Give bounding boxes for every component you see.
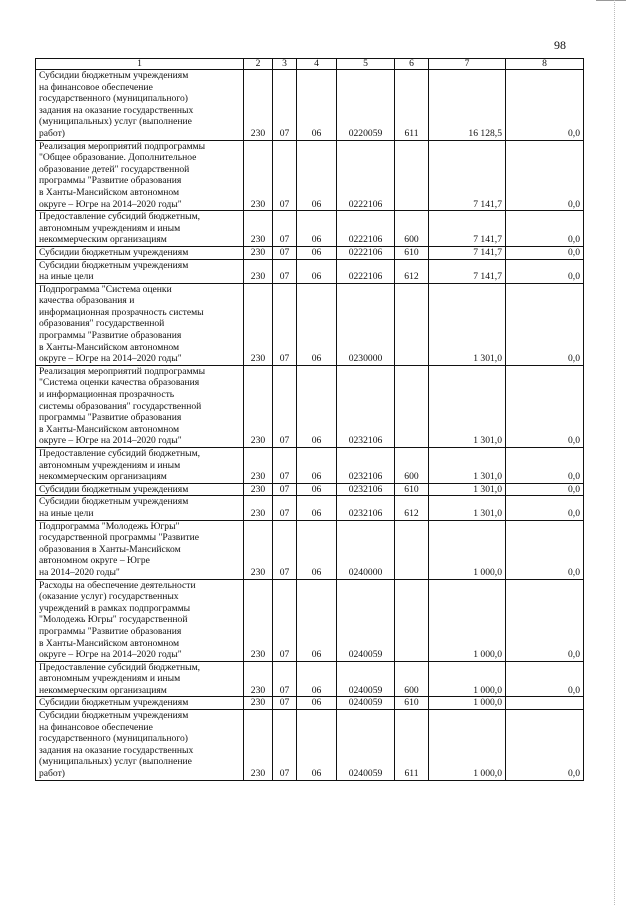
cell-section: 07 [273, 140, 297, 211]
cell-ministry: 230 [244, 283, 273, 365]
cell-subsection: 06 [297, 710, 337, 781]
scan-edge-mark [596, 0, 626, 1]
cell-expense-type: 612 [395, 496, 429, 520]
header-col-6: 6 [395, 59, 429, 70]
table-row [36, 140, 584, 211]
row-name [36, 496, 244, 520]
cell-amount: 1 000,0 [429, 520, 506, 579]
cell-ministry: 230 [244, 259, 273, 283]
row-name-text: Субсидии бюджетным учреждениям [39, 483, 189, 495]
row-name-text: Подпрограмма "Молодежь Югры" государственной программы "Развитие образования в Ханты-Мансийском автономном округе – Югре на 2014–2020 годы" [39, 520, 200, 578]
cell-ministry: 230 [244, 140, 273, 211]
cell-target-article: 0232106 [337, 496, 395, 520]
cell-amount-extra: 0,0 [506, 661, 584, 697]
cell-ministry: 230 [244, 365, 273, 447]
cell-amount-extra: 0,0 [506, 246, 584, 259]
table-row [36, 365, 584, 447]
cell-section: 07 [273, 710, 297, 781]
cell-amount: 1 301,0 [429, 496, 506, 520]
cell-amount-extra: 0,0 [506, 710, 584, 781]
table-row [36, 211, 584, 247]
cell-expense-type [395, 520, 429, 579]
page-number: 98 [554, 38, 566, 52]
cell-target-article: 0232106 [337, 483, 395, 496]
scan-edge-line [614, 0, 616, 905]
header-col-2: 2 [244, 59, 273, 70]
cell-ministry: 230 [244, 70, 273, 141]
cell-expense-type: 612 [395, 259, 429, 283]
cell-section: 07 [273, 661, 297, 697]
cell-ministry: 230 [244, 496, 273, 520]
cell-subsection: 06 [297, 448, 337, 484]
cell-expense-type [395, 140, 429, 211]
cell-amount: 1 000,0 [429, 661, 506, 697]
cell-target-article: 0232106 [337, 365, 395, 447]
row-name-text: Субсидии бюджетным учреждениям [39, 246, 189, 258]
cell-ministry: 230 [244, 520, 273, 579]
cell-amount: 1 000,0 [429, 710, 506, 781]
cell-subsection: 06 [297, 259, 337, 283]
row-name-text: Субсидии бюджетным учреждениям на иные цели [39, 259, 189, 283]
header-col-1: 1 [36, 59, 244, 70]
row-name [36, 283, 244, 365]
cell-expense-type: 600 [395, 211, 429, 247]
row-name-text: Субсидии бюджетным учреждениям [39, 697, 189, 709]
row-name-text: Субсидии бюджетным учреждениям на финансовое обеспечение государственного (муниципального) задания на оказание государственных (муниципальных) услуг (выполнение работ) [39, 710, 194, 780]
row-name-text: Предоставление субсидий бюджетным, автономным учреждениям и иным некоммерческим организациям [39, 448, 201, 483]
row-name [36, 246, 244, 259]
table-row [36, 579, 584, 661]
row-name-text: Реализация мероприятий подпрограммы "Система оценки качества образования и информационная прозрачность системы образования" государственной программы "Развитие образования в Ханты-Мансийском автономном округе – Югре на 2014–2020 годы" [39, 365, 206, 447]
cell-ministry: 230 [244, 211, 273, 247]
row-name [36, 520, 244, 579]
cell-target-article: 0230000 [337, 283, 395, 365]
cell-amount-extra: 0,0 [506, 448, 584, 484]
cell-target-article: 0220059 [337, 70, 395, 141]
cell-amount: 7 141,7 [429, 140, 506, 211]
table-row [36, 697, 584, 710]
cell-amount: 7 141,7 [429, 259, 506, 283]
cell-amount: 1 301,0 [429, 283, 506, 365]
cell-amount: 1 000,0 [429, 579, 506, 661]
cell-amount-extra: 0,0 [506, 496, 584, 520]
cell-section: 07 [273, 448, 297, 484]
row-name [36, 259, 244, 283]
cell-target-article: 0240059 [337, 661, 395, 697]
cell-expense-type: 610 [395, 697, 429, 710]
table-row [36, 70, 584, 141]
row-name [36, 661, 244, 697]
cell-section: 07 [273, 246, 297, 259]
cell-subsection: 06 [297, 211, 337, 247]
cell-target-article: 0222106 [337, 246, 395, 259]
table-row [36, 483, 584, 496]
table-row [36, 661, 584, 697]
cell-target-article: 0240000 [337, 520, 395, 579]
cell-expense-type: 610 [395, 483, 429, 496]
cell-subsection: 06 [297, 697, 337, 710]
cell-amount-extra: 0,0 [506, 520, 584, 579]
row-name [36, 710, 244, 781]
cell-amount: 16 128,5 [429, 70, 506, 141]
row-name [36, 697, 244, 710]
cell-ministry: 230 [244, 710, 273, 781]
cell-expense-type: 600 [395, 448, 429, 484]
cell-amount: 1 301,0 [429, 365, 506, 447]
cell-amount-extra: 0,0 [506, 365, 584, 447]
cell-section: 07 [273, 259, 297, 283]
table-row [36, 710, 584, 781]
row-name-text: Субсидии бюджетным учреждениям на финансовое обеспечение государственного (муниципального) задания на оказание государственных (муниципальных) услуг (выполнение работ) [39, 70, 194, 139]
cell-expense-type: 610 [395, 246, 429, 259]
cell-amount-extra: 0,0 [506, 579, 584, 661]
cell-section: 07 [273, 520, 297, 579]
budget-table [35, 58, 584, 781]
cell-target-article: 0240059 [337, 579, 395, 661]
row-name-text: Субсидии бюджетным учреждениям на иные цели [39, 496, 189, 519]
row-name [36, 579, 244, 661]
cell-ministry: 230 [244, 448, 273, 484]
cell-amount-extra: 0,0 [506, 283, 584, 365]
cell-ministry: 230 [244, 246, 273, 259]
cell-subsection: 06 [297, 140, 337, 211]
cell-ministry: 230 [244, 661, 273, 697]
row-name-text: Предоставление субсидий бюджетным, автономным учреждениям и иным некоммерческим организациям [39, 211, 201, 246]
cell-ministry: 230 [244, 697, 273, 710]
cell-amount: 1 301,0 [429, 448, 506, 484]
cell-section: 07 [273, 579, 297, 661]
row-name [36, 448, 244, 484]
cell-amount-extra: 0,0 [506, 140, 584, 211]
table-row [36, 259, 584, 283]
cell-section: 07 [273, 70, 297, 141]
header-col-5: 5 [337, 59, 395, 70]
row-name [36, 483, 244, 496]
header-row [36, 59, 584, 70]
cell-ministry: 230 [244, 579, 273, 661]
row-name [36, 70, 244, 141]
cell-section: 07 [273, 283, 297, 365]
cell-amount: 1 000,0 [429, 697, 506, 710]
cell-section: 07 [273, 483, 297, 496]
cell-subsection: 06 [297, 246, 337, 259]
cell-expense-type [395, 365, 429, 447]
cell-subsection: 06 [297, 70, 337, 141]
cell-target-article: 0222106 [337, 259, 395, 283]
cell-target-article: 0240059 [337, 697, 395, 710]
header-col-3: 3 [273, 59, 297, 70]
row-name [36, 140, 244, 211]
cell-section: 07 [273, 211, 297, 247]
cell-target-article: 0232106 [337, 448, 395, 484]
cell-subsection: 06 [297, 661, 337, 697]
row-name [36, 211, 244, 247]
cell-subsection: 06 [297, 579, 337, 661]
table-row [36, 246, 584, 259]
cell-amount-extra: 0,0 [506, 70, 584, 141]
cell-expense-type: 611 [395, 70, 429, 141]
cell-subsection: 06 [297, 365, 337, 447]
table-row [36, 496, 584, 520]
header-col-7: 7 [429, 59, 506, 70]
cell-expense-type [395, 283, 429, 365]
cell-subsection: 06 [297, 520, 337, 579]
cell-amount-extra: 0,0 [506, 483, 584, 496]
cell-subsection: 06 [297, 483, 337, 496]
cell-amount: 1 301,0 [429, 483, 506, 496]
table-row [36, 448, 584, 484]
cell-amount-extra [506, 697, 584, 710]
cell-amount-extra: 0,0 [506, 211, 584, 247]
row-name-text: Подпрограмма "Система оценки качества образования и информационная прозрачность системы образования" государственной программы "Развитие образования в Ханты-Мансийском автономном округе – Югре на 2014–2020 годы" [39, 283, 204, 365]
cell-target-article: 0222106 [337, 211, 395, 247]
header-col-8: 8 [506, 59, 584, 70]
row-name-text: Расходы на обеспечение деятельности (оказание услуг) государственных учреждений в рамках подпрограммы "Молодежь Югры" государственной программы "Развитие образования в Ханты-Мансийском автономном округе – Югре на 2014–2020 годы" [39, 579, 196, 661]
row-name [36, 365, 244, 447]
table-row [36, 520, 584, 579]
table-header [36, 59, 584, 70]
cell-section: 07 [273, 365, 297, 447]
cell-expense-type: 611 [395, 710, 429, 781]
cell-ministry: 230 [244, 483, 273, 496]
cell-subsection: 06 [297, 283, 337, 365]
cell-amount-extra: 0,0 [506, 259, 584, 283]
row-name-text: Предоставление субсидий бюджетным, автономным учреждениям и иным некоммерческим организациям [39, 661, 201, 696]
cell-expense-type [395, 579, 429, 661]
table-row [36, 283, 584, 365]
cell-expense-type: 600 [395, 661, 429, 697]
row-name-text: Реализация мероприятий подпрограммы "Общее образование. Дополнительное образование детей" государственной программы "Развитие образования в Ханты-Мансийском автономном округе – Югре на 2014–2020 годы" [39, 140, 206, 210]
header-col-4: 4 [297, 59, 337, 70]
cell-target-article: 0222106 [337, 140, 395, 211]
cell-amount: 7 141,7 [429, 246, 506, 259]
cell-target-article: 0240059 [337, 710, 395, 781]
cell-amount: 7 141,7 [429, 211, 506, 247]
budget-table-container [35, 58, 583, 781]
cell-section: 07 [273, 697, 297, 710]
cell-subsection: 06 [297, 496, 337, 520]
table-body [36, 70, 584, 781]
cell-section: 07 [273, 496, 297, 520]
